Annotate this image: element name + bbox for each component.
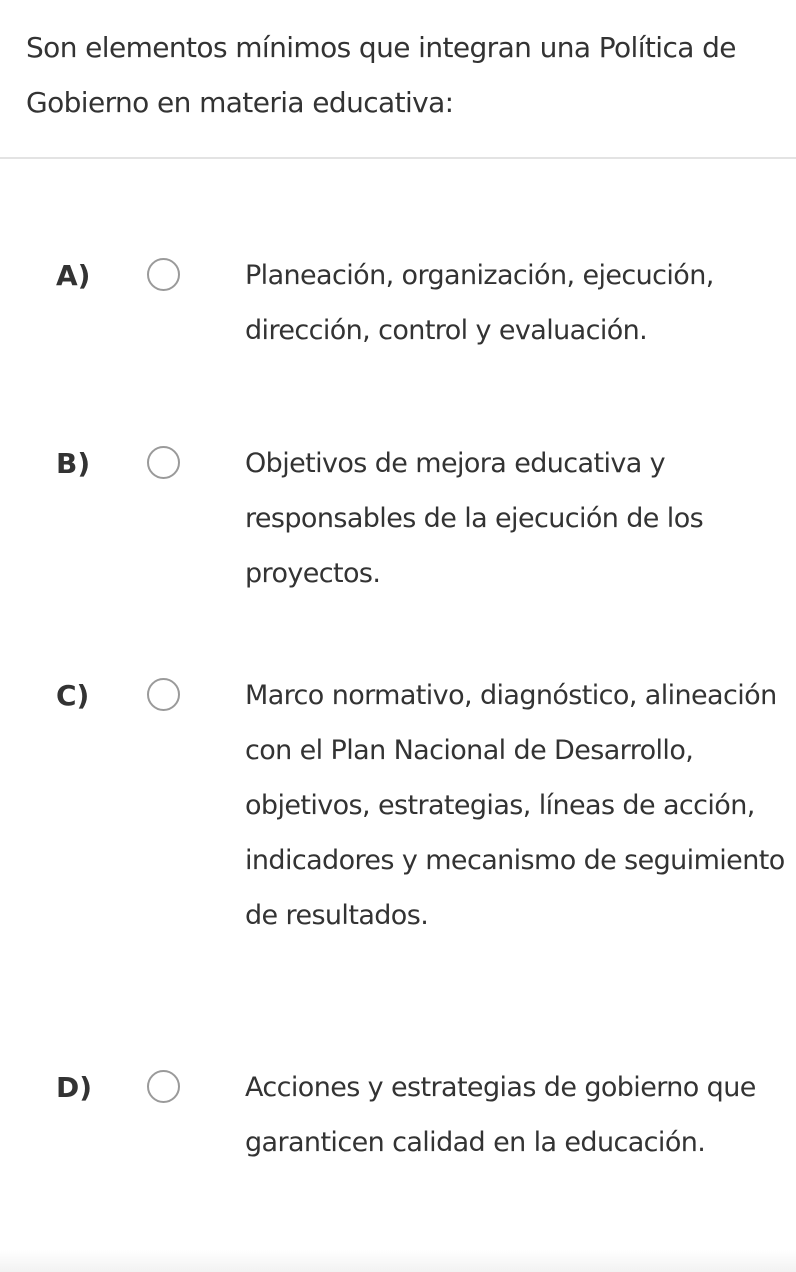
option-letter: C) <box>56 679 90 712</box>
option-letter: D) <box>56 1071 93 1104</box>
option-letter: B) <box>56 447 91 480</box>
option-label: Planeación, organización, ejecución, dirección, control y evaluación. <box>245 260 714 346</box>
radio-button[interactable] <box>147 1070 180 1103</box>
option-label: Marco normativo, diagnóstico, alineación con el Plan Nacional de Desarrollo, objetivos, estrategias, líneas de acción, indicadores y mecanismo de seguimiento de resultados. <box>245 680 785 931</box>
radio-button[interactable] <box>147 446 180 479</box>
question-divider <box>0 157 796 159</box>
radio-button[interactable] <box>147 258 180 291</box>
radio-button[interactable] <box>147 678 180 711</box>
option-label: Objetivos de mejora educativa y responsables de la ejecución de los proyectos. <box>245 448 704 589</box>
option-letter: A) <box>56 259 91 292</box>
question-text: Son elementos mínimos que integran una Política de Gobierno en materia educativa: <box>26 31 736 119</box>
option-label: Acciones y estrategias de gobierno que garanticen calidad en la educación. <box>245 1072 756 1158</box>
bottom-edge <box>0 1250 796 1272</box>
